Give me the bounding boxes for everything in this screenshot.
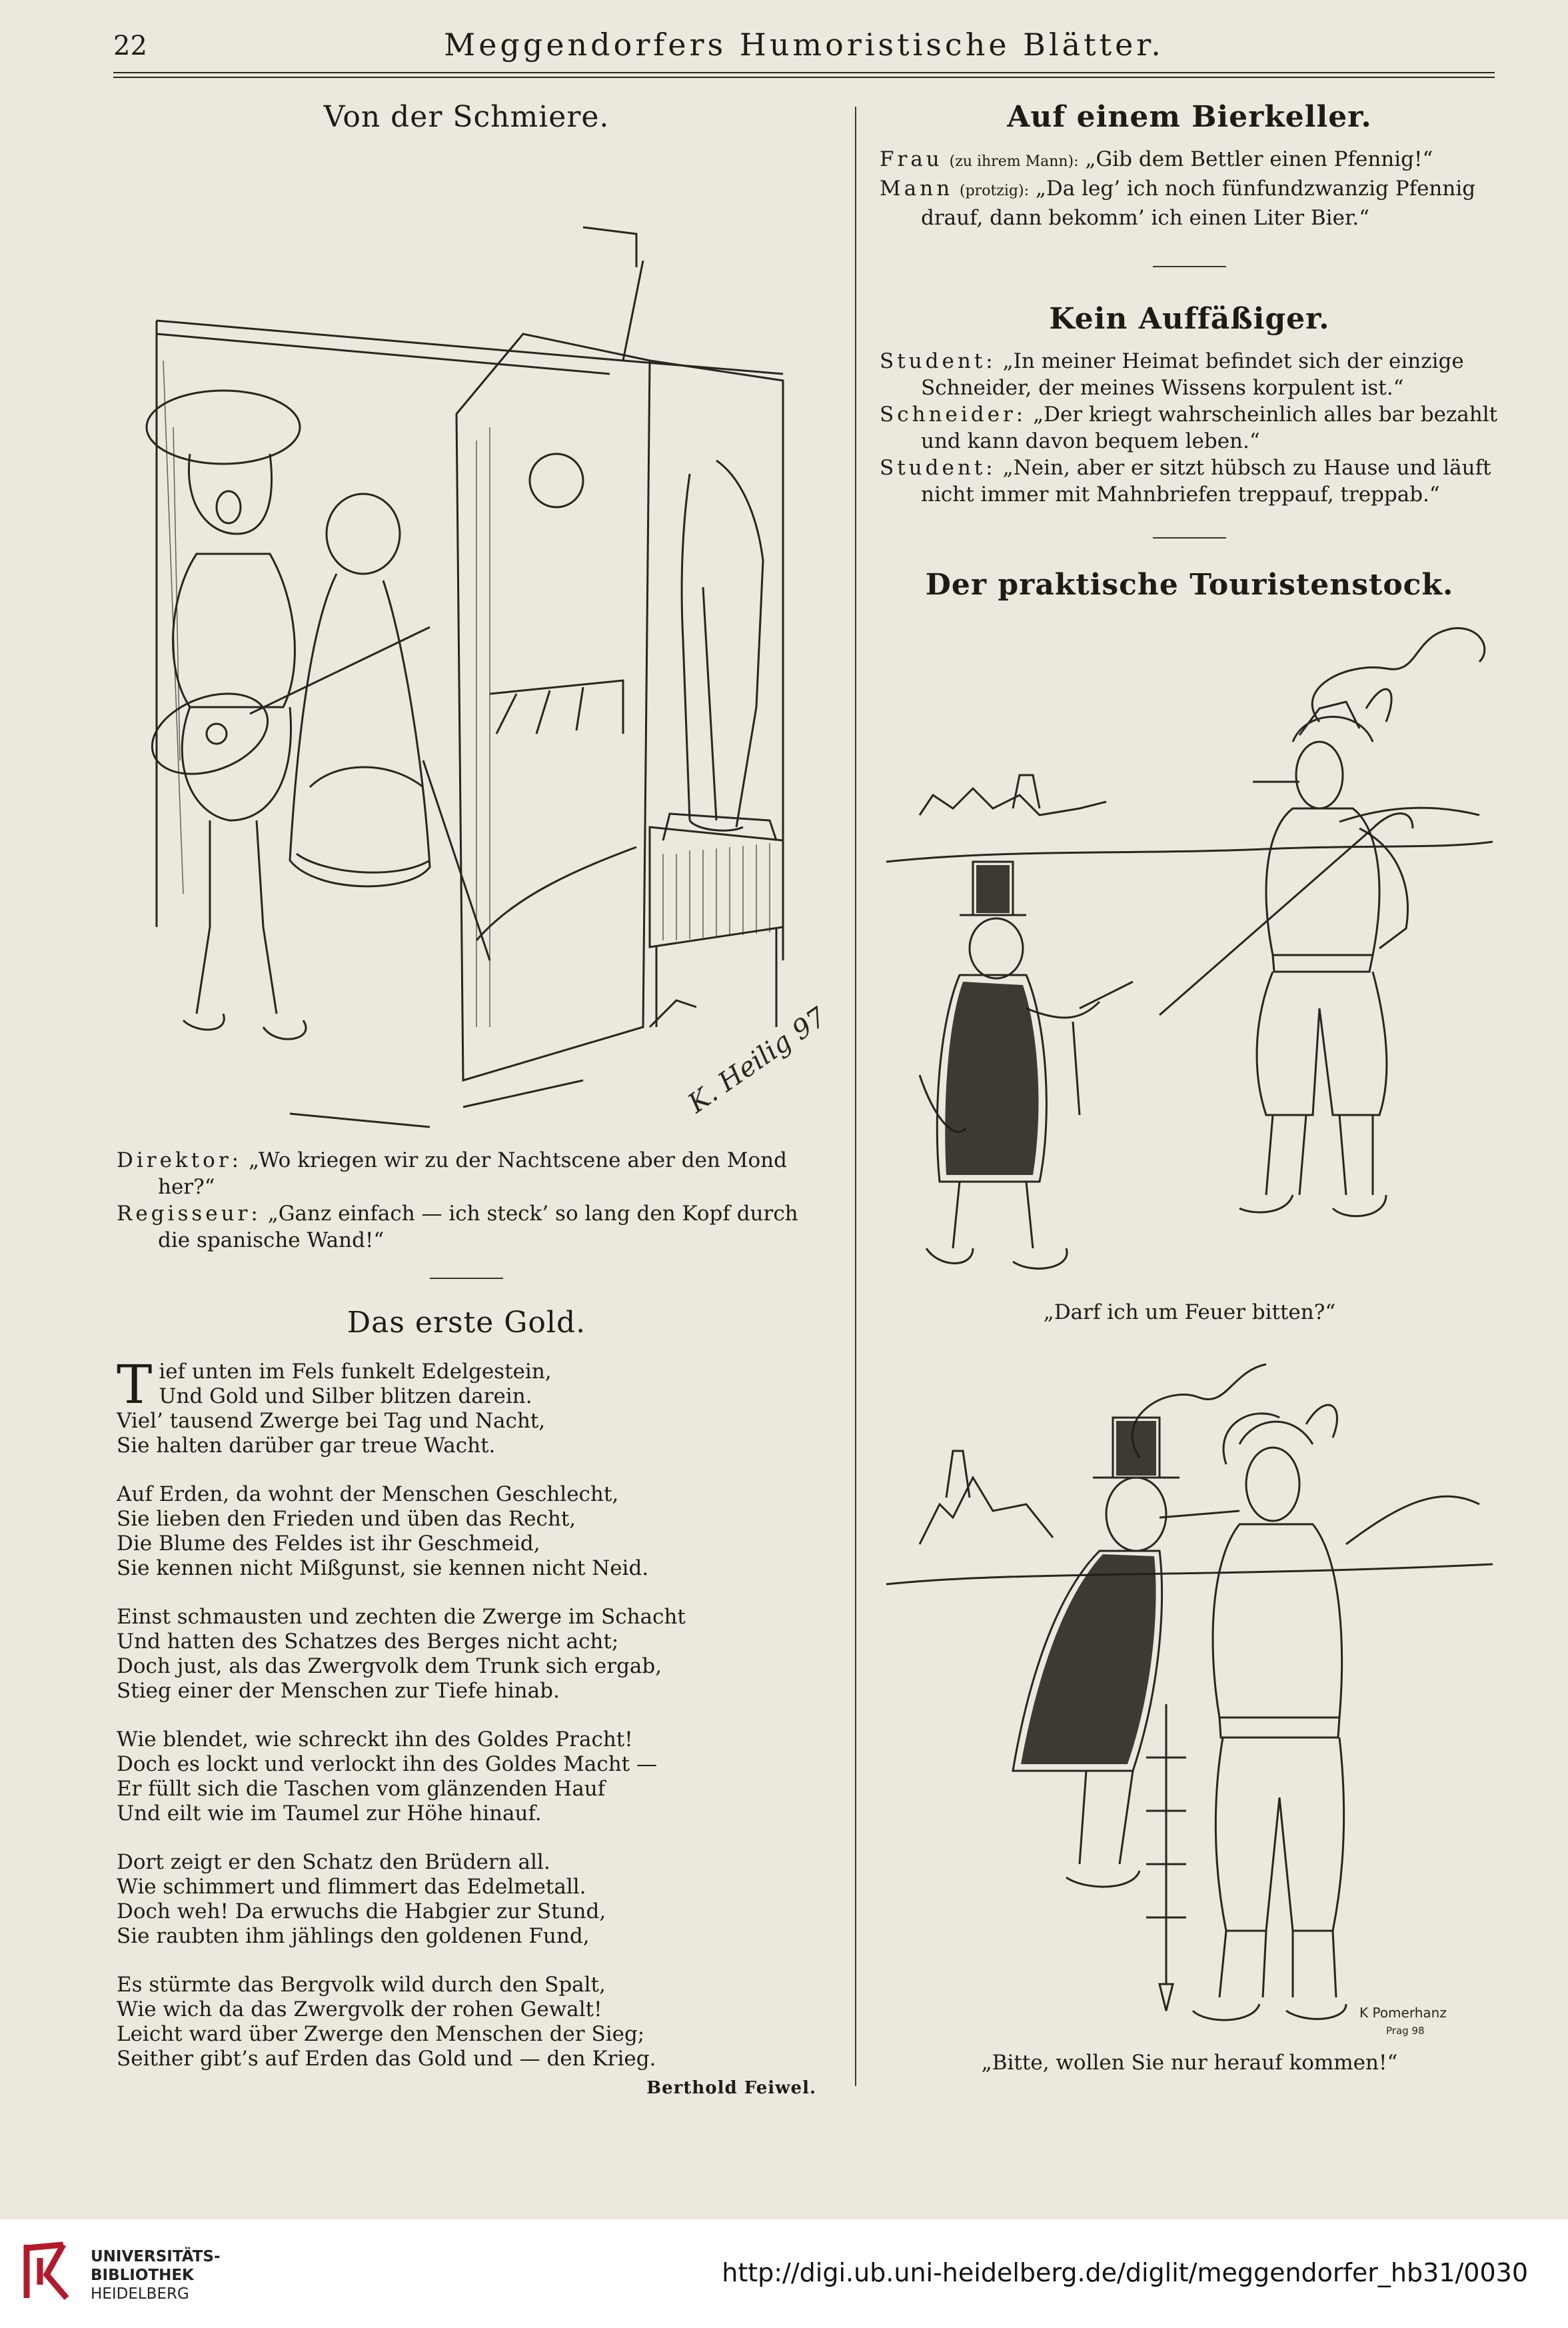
section-rule [430,1278,503,1279]
dialogue-schmiere [117,1147,816,1254]
footer-bar [0,2219,1568,2328]
artist-signature-place: Prag 98 [1386,2025,1425,2037]
dialogue-cont-regisseur: die spanische Wand!“ [158,1228,385,1252]
column-divider [855,107,856,2086]
poem-title: Das erste Gold. [347,1306,586,1340]
poem-stanza: Dort zeigt er den Schatz den Brüdern all. Wie schimmert und flimmert das Edelmetall. Doch weh! Da erwuchs die Habgier zur Stund, Sie raubten ihm jählings den goldenen Fund, [117,1850,606,1948]
poem-dropcap: T [117,1354,153,1416]
dialogue-line-regisseur: Regisseur: „Ganz einfach — ich steck’ so lang den Kopf durch [117,1202,798,1226]
running-header [113,27,1495,73]
joke-auffaessiger [880,348,1499,508]
joke-cont-mann: drauf, dann bekomm’ ich einen Liter Bier.“ [921,206,1370,230]
article-title-schmiere: Von der Schmiere. [323,100,610,134]
cartoon-caption-2: „Bitte, wollen Sie nur herauf kommen!“ [981,2051,1398,2075]
poem-stanza: Einst schmausten und zechten die Zwerge im Schacht Und hatten des Schatzes des Berges nicht acht; Doch just, als das Zwergvolk dem Trunk sich ergab, Stieg einer der Menschen zur Tiefe hinab. [117,1605,686,1703]
library-logo-icon [13,2238,80,2305]
dialogue-line-direktor: Direktor: „Wo kriegen wir zu der Nachtscene aber den Mond [117,1148,787,1172]
right-column [880,100,1499,2075]
library-name: UNIVERSITÄTS- BIBLIOTHEK HEIDELBERG [91,2248,221,2303]
cartoon-title: Der praktische Touristenstock. [925,568,1454,602]
header-rule [113,72,1495,78]
illustration-theatre [117,161,832,1154]
journal-title: Meggendorfers Humoristische Blätter. [444,27,1164,63]
page-number: 22 [113,31,147,61]
cartoon-panel-1 [880,608,1499,1295]
dialogue-cont-direktor: her?“ [158,1175,215,1199]
joke-title-bierkeller: Auf einem Bierkeller. [1007,100,1372,134]
theatre-drawing [117,161,832,1154]
poem-author: Berthold Feiwel. [646,2078,816,2098]
source-url-link[interactable]: http://digi.ub.uni-heidelberg.de/diglit/meggendorfer_hb31/0030 [722,2258,1528,2287]
speaker-regisseur: Regisseur: [117,1202,261,1226]
cartoon-caption-1: „Darf ich um Feuer bitten?“ [1043,1300,1336,1324]
artist-signature-heilig: K. Heilig 97 [682,1002,832,1120]
artist-signature-pomerhanz: K Pomerhanz [1359,2005,1447,2021]
section-rule [1153,266,1226,267]
joke-cont-student-2: nicht immer mit Mahnbriefen treppauf, treppab.“ [921,483,1440,507]
poem-stanza: Wie blendet, wie schreckt ihn des Goldes Pracht! Doch es lockt und verlockt ihn des Goldes Macht — Er füllt sich die Taschen vom glänzenden Hauf Und eilt wie im Taumel zur Höhe hinauf. [117,1728,657,1825]
left-column [117,100,832,2098]
joke-bierkeller [880,146,1499,231]
joke-cont-schneider: und kann davon bequem leben.“ [921,429,1260,453]
poem-body [117,1354,816,2098]
poem-stanza: Es stürmte das Bergvolk wild durch den Spalt, Wie wich da das Zwergvolk der rohen Gewalt! Leicht ward über Zwerge den Menschen der Sieg; Seither gibt’s auf Erden das Gold und — den Krieg. [117,1973,656,2071]
poem-stanza: T ief unten im Fels funkelt Edelgestein, Und Gold und Silber blitzen darein. Viel’ tausend Zwerge bei Tag und Nacht, Sie halten darüber gar treue Wacht. [117,1354,552,1458]
joke-line-mann: Mann (protzig): „Da leg’ ich noch fünfundzwanzig Pfennig [880,177,1476,201]
joke-title-auffaessiger: Kein Auffäßiger. [1049,302,1330,336]
speaker-direktor: Direktor: [117,1148,243,1172]
cartoon-panel-2 [880,1344,1499,2051]
joke-line-student: Student: „In meiner Heimat befindet sich der einzige [880,349,1464,373]
poem-stanza: Auf Erden, da wohnt der Menschen Geschlecht, Sie lieben den Frieden und üben das Recht, Die Blume des Feldes ist ihr Geschmeid, Sie kennen nicht Mißgunst, sie kennen nicht Neid. [117,1482,649,1580]
joke-line-student-2: Student: „Nein, aber er sitzt hübsch zu Hause und läuft [880,456,1491,480]
joke-line-frau: Frau (zu ihrem Mann): „Gib dem Bettler einen Pfennig!“ [880,147,1433,171]
joke-cont-student: Schneider, der meines Wissens korpulent ist.“ [921,376,1404,400]
section-rule [1153,537,1226,539]
joke-line-schneider: Schneider: „Der kriegt wahrscheinlich alles bar bezahlt [880,403,1498,427]
